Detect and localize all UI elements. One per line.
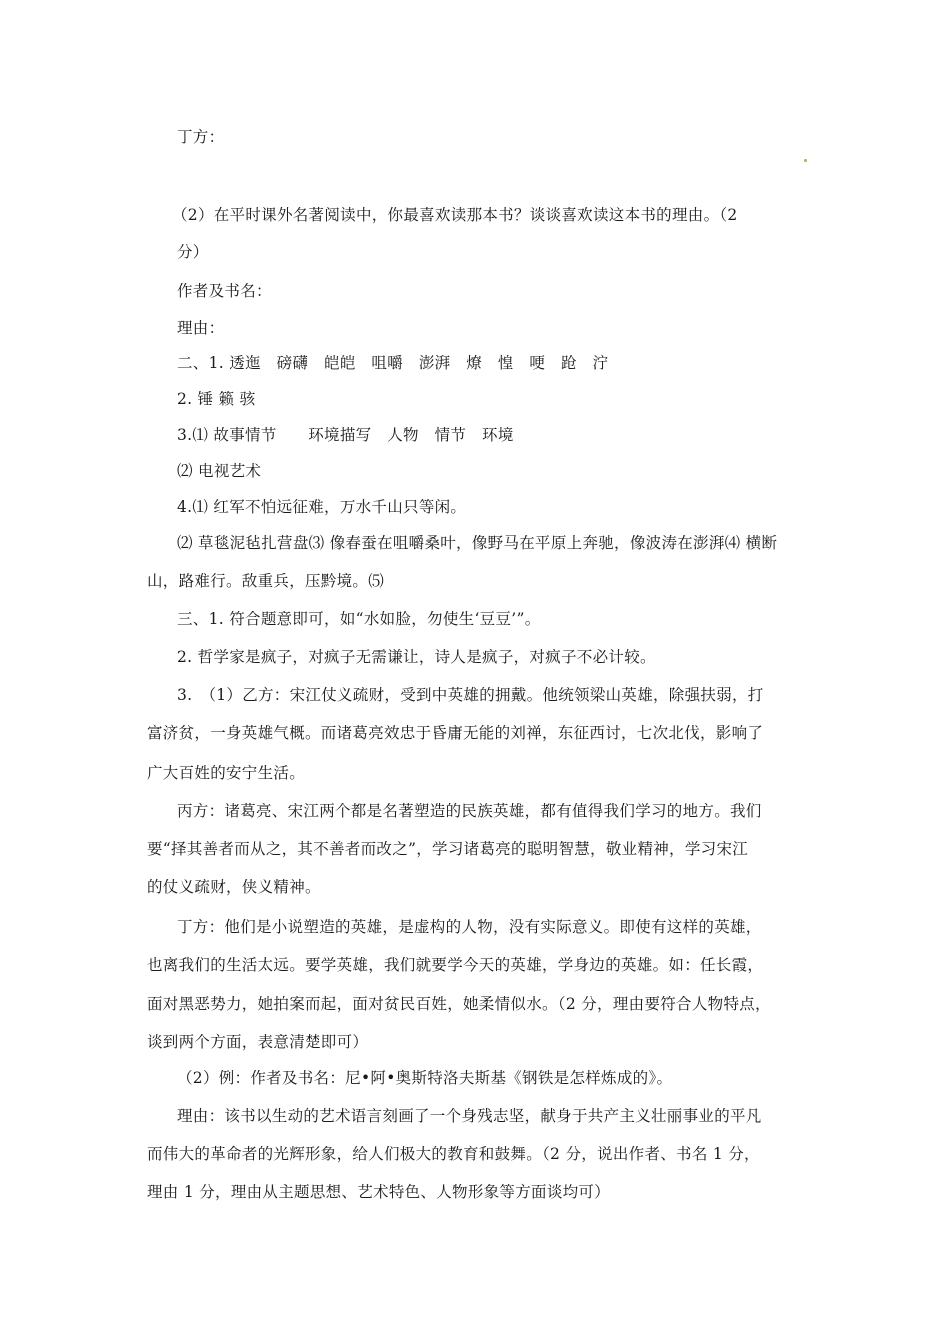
text-line-9: ⑵ 电视艺术 [177, 462, 262, 480]
text-line-24: 谈到两个方面，表意清楚即可） [147, 1033, 369, 1051]
text-line-11: ⑵ 草毯泥毡扎营盘⑶ 像春蚕在咀嚼桑叶，像野马在平原上奔驰，像波涛在澎湃⑷ 横断 [177, 534, 778, 552]
text-line-6: 二、1. 透迤 磅礴 皑皑 咀嚼 澎湃 燎 惶 哽 跄 泞 [177, 354, 609, 372]
text-line-28: 理由 1 分，理由从主题思想、艺术特色、人物形象等方面谈均可） [147, 1183, 611, 1201]
speck-mark [804, 159, 807, 162]
text-line-22: 也离我们的生活太远。要学英雄，我们就要学今天的英雄，学身边的英雄。如：任长霞， [147, 956, 764, 974]
text-line-26: 理由：该书以生动的艺术语言刻画了一个身残志坚，献身于共产主义壮丽事业的平凡 [177, 1107, 762, 1125]
text-line-20: 的仗义疏财，侠义精神。 [147, 878, 321, 896]
text-line-25: （2）例：作者及书名：尼•阿•奥斯特洛夫斯基《钢铁是怎样炼成的》。 [177, 1069, 673, 1087]
text-line-5: 理由： [177, 319, 225, 337]
text-line-15: 3. （1）乙方：宋江仗义疏财，受到中英雄的拥戴。他统领梁山英雄，除强扶弱，打 [177, 686, 764, 704]
text-line-2: （2）在平时课外名著阅读中，你最喜欢读那本书？谈谈喜欢读这本书的理由。（2 [172, 206, 738, 224]
text-line-12: 山，路难行。敌重兵，压黔境。⑸ [147, 572, 385, 590]
text-line-8: 3.⑴ 故事情节 环境描写 人物 情节 环境 [177, 426, 514, 444]
text-line-27: 而伟大的革命者的光辉形象，给人们极大的教育和鼓舞。（2 分，说出作者、书名 1 分， [147, 1145, 760, 1163]
text-line-23: 面对黑恶势力，她拍案而起，面对贫民百姓，她柔情似水。（2 分，理由要符合人物特点， [147, 995, 771, 1013]
text-line-18: 丙方：诸葛亮、宋江两个都是名著塑造的民族英雄，都有值得我们学习的地方。我们 [177, 802, 762, 820]
text-line-19: 要“择其善者而从之，其不善者而改之”，学习诸葛亮的聪明智慧，敬业精神，学习宋江 [147, 840, 749, 858]
text-line-21: 丁方：他们是小说塑造的英雄，是虚构的人物，没有实际意义。即使有这样的英雄， [177, 918, 762, 936]
text-line-14: 2. 哲学家是疯子，对疯子无需谦让，诗人是疯子，对疯子不必计较。 [177, 648, 656, 666]
text-line-17: 广大百姓的安宁生活。 [147, 764, 306, 782]
text-line-16: 富济贫，一身英雄气概。而诸葛亮效忠于昏庸无能的刘禅，东征西讨，七次北伐，影响了 [147, 724, 764, 742]
text-line-4: 作者及书名： [177, 282, 272, 300]
text-line-7: 2. 锤 籁 骇 [177, 390, 256, 408]
text-line-10: 4.⑴ 红军不怕远征难，万水千山只等闲。 [177, 498, 467, 516]
text-line-3: 分） [177, 243, 209, 261]
text-line-1: 丁方： [177, 128, 225, 146]
text-line-13: 三、1. 符合题意即可，如“水如脸，勿使生‘豆豆’”。 [177, 610, 541, 628]
